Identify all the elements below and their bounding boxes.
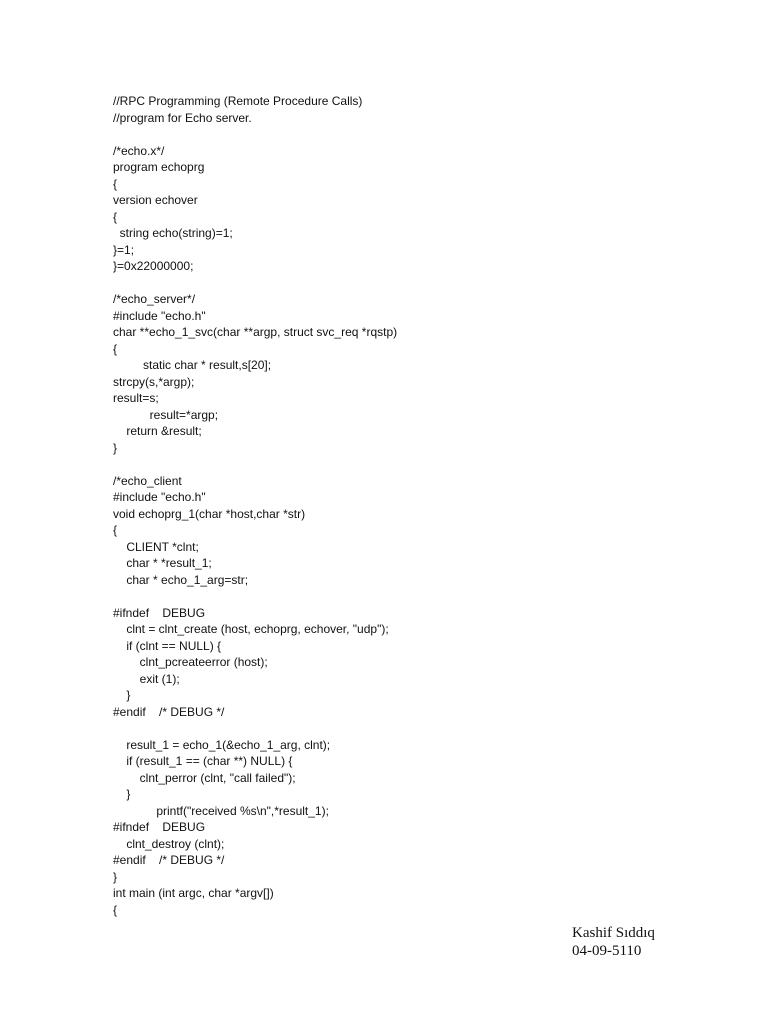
code-line: } bbox=[113, 787, 131, 801]
code-line: { bbox=[113, 523, 118, 537]
code-line: #include "echo.h" bbox=[113, 490, 206, 504]
code-line: exit (1); bbox=[113, 671, 180, 686]
code-line: }=1; bbox=[113, 242, 135, 257]
code-listing bbox=[113, 93, 673, 918]
code-line: #ifndef DEBUG bbox=[113, 820, 206, 834]
code-line: char **echo_1_svc(char **argp, struct svc_req *rqstp) bbox=[113, 325, 398, 339]
code-line: /*echo_client bbox=[113, 473, 182, 488]
code-line bbox=[113, 588, 673, 605]
author-name: Kashif Sıddıq bbox=[572, 925, 655, 941]
code-line: char * echo_1_arg=str; bbox=[113, 572, 249, 587]
code-line: result_1 = echo_1(&echo_1_arg, clnt); bbox=[113, 737, 331, 752]
code-line: //RPC Programming (Remote Procedure Calls) bbox=[113, 94, 363, 108]
code-line: #endif /* DEBUG */ bbox=[113, 704, 225, 719]
code-line: clnt_pcreateerror (host); bbox=[113, 655, 268, 669]
code-line: { bbox=[113, 209, 118, 224]
code-line: printf("received %s\n",*result_1); bbox=[113, 803, 329, 818]
code-line: //program for Echo server. bbox=[113, 110, 252, 125]
code-line: char * *result_1; bbox=[113, 556, 212, 570]
code-line: { bbox=[113, 176, 118, 191]
code-line bbox=[113, 720, 673, 737]
code-line: string echo(string)=1; bbox=[113, 226, 233, 240]
code-line: result=*argp; bbox=[113, 407, 219, 422]
code-line: int main (int argc, char *argv[]) bbox=[113, 886, 274, 900]
code-line: clnt_destroy (clnt); bbox=[113, 836, 225, 851]
code-line: void echoprg_1(char *host,char *str) bbox=[113, 506, 306, 521]
code-line: clnt_perror (clnt, "call failed"); bbox=[113, 770, 296, 785]
code-line: { bbox=[113, 341, 118, 356]
author-id: 04-09-5110 bbox=[572, 943, 642, 959]
code-line: program echoprg bbox=[113, 160, 205, 174]
code-line: if (clnt == NULL) { bbox=[113, 638, 222, 653]
code-line: result=s; bbox=[113, 391, 159, 405]
author-signature bbox=[572, 924, 722, 960]
code-line: } bbox=[113, 440, 118, 455]
code-line: clnt = clnt_create (host, echoprg, echover, "udp"); bbox=[113, 622, 389, 636]
code-line: if (result_1 == (char **) NULL) { bbox=[113, 754, 293, 768]
code-line: /*echo_server*/ bbox=[113, 292, 196, 306]
code-line bbox=[113, 275, 673, 292]
code-line: /*echo.x*/ bbox=[113, 143, 165, 158]
code-line: #endif /* DEBUG */ bbox=[113, 853, 225, 867]
code-line bbox=[113, 456, 673, 473]
code-line bbox=[113, 126, 673, 143]
code-line: return &result; bbox=[113, 424, 202, 438]
code-line: #include "echo.h" bbox=[113, 308, 206, 323]
code-line: { bbox=[113, 902, 118, 917]
code-line: CLIENT *clnt; bbox=[113, 539, 199, 554]
code-line: version echover bbox=[113, 193, 198, 207]
code-line: #ifndef DEBUG bbox=[113, 605, 206, 620]
code-line: }=0x22000000; bbox=[113, 259, 194, 273]
code-line: static char * result,s[20]; bbox=[113, 358, 272, 372]
code-line: strcpy(s,*argp); bbox=[113, 374, 195, 389]
code-line: } bbox=[113, 688, 131, 702]
code-line: } bbox=[113, 869, 118, 884]
